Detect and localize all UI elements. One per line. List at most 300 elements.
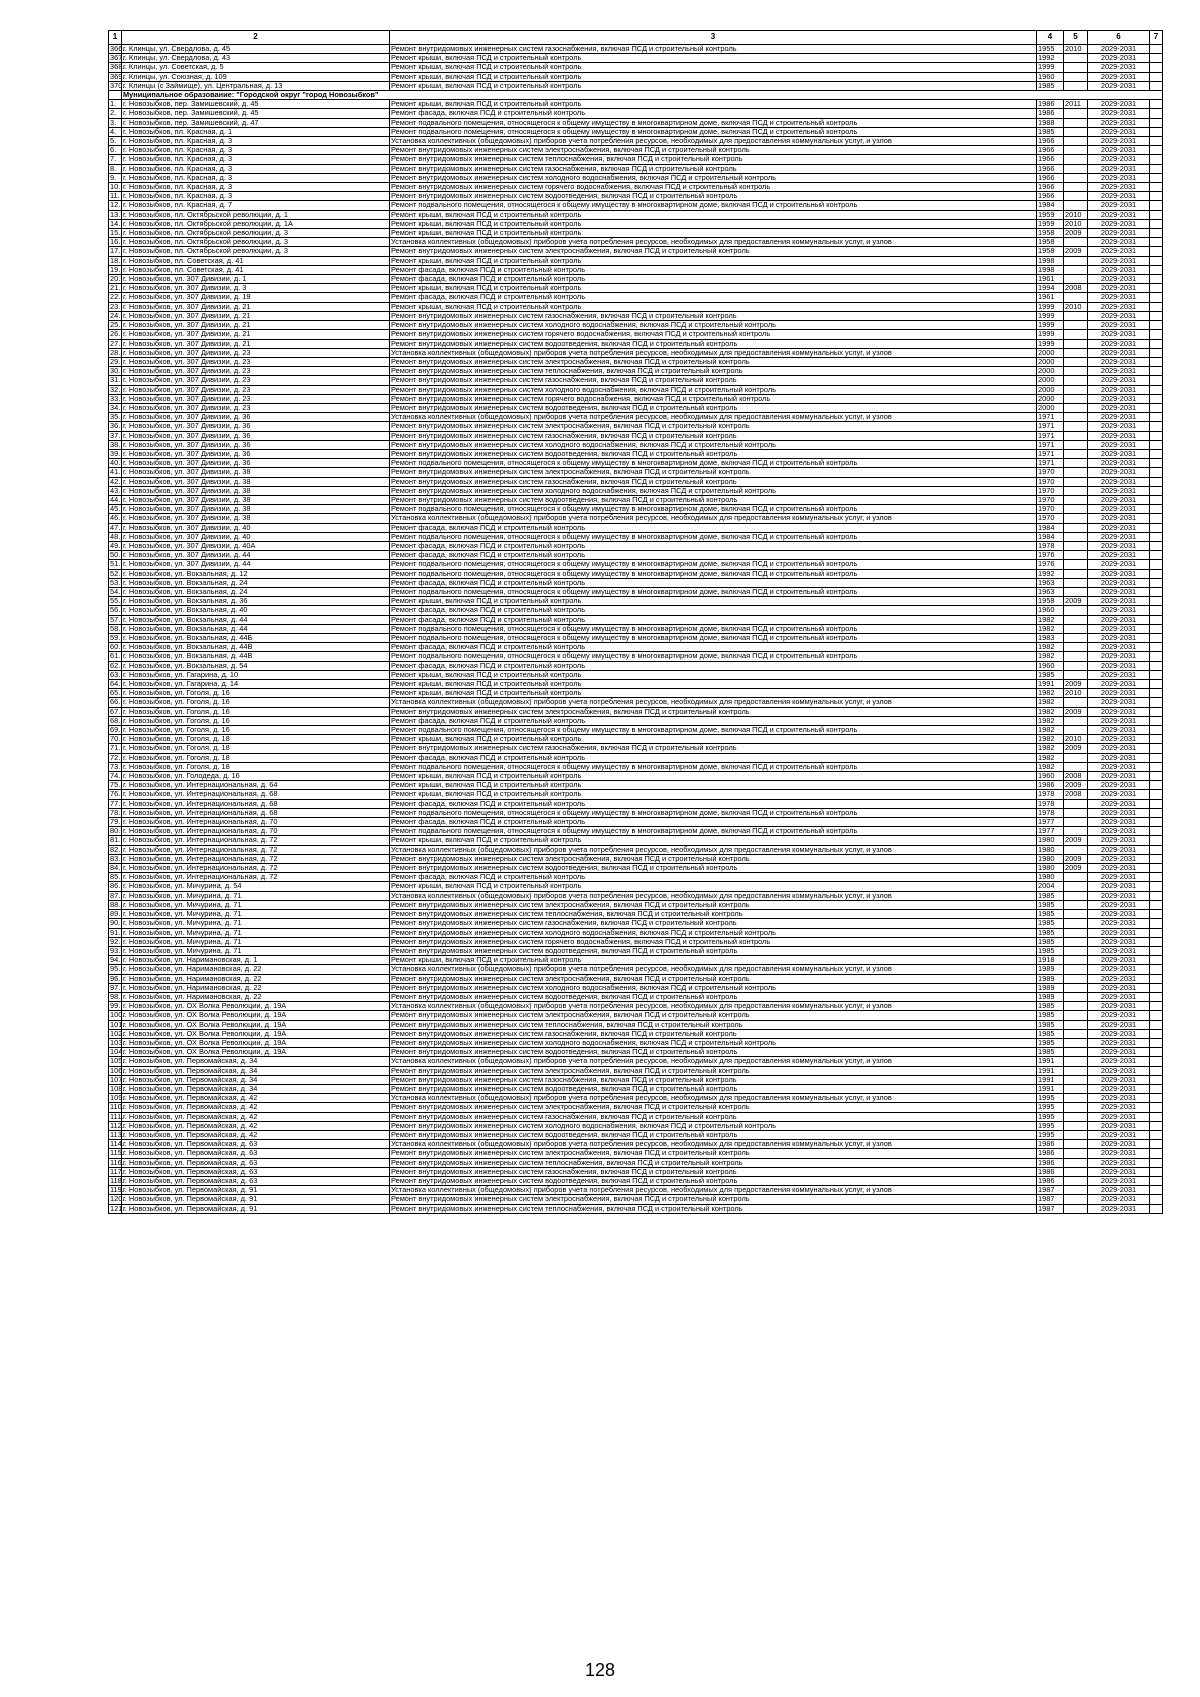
column-7-cell xyxy=(1150,661,1163,670)
build-year-cell: 1987 xyxy=(1037,1195,1064,1204)
row-number-cell: 91. xyxy=(110,927,121,937)
address-cell: г. Новозыбков, ул. Интернациональная, д. 68 xyxy=(122,808,390,817)
build-year-cell: 1985 xyxy=(1037,910,1064,919)
table-row xyxy=(109,615,1163,624)
planned-period-cell: 2029-2031 xyxy=(1088,109,1150,118)
row-number-cell: 22. xyxy=(110,292,121,302)
page-number: 128 xyxy=(584,1660,616,1680)
table-row xyxy=(109,1103,1163,1112)
column-7-cell xyxy=(1150,321,1163,330)
column-7-cell xyxy=(1150,100,1163,109)
address-cell: г. Новозыбков, ул. Гагарина, д. 14 xyxy=(122,680,390,689)
build-year-cell: 1982 xyxy=(1037,726,1064,735)
table-row xyxy=(109,946,1163,955)
row-number-cell: 369. xyxy=(110,71,125,81)
row-number-cell: 49. xyxy=(110,540,121,550)
build-year-cell: 1971 xyxy=(1037,459,1064,468)
work-type-cell: Ремонт крыши, включая ПСД и строительный контроль xyxy=(390,882,1037,891)
column-7-cell xyxy=(1150,256,1163,265)
work-type-cell: Ремонт подвального помещения, относящегося к общему имуществу в многоквартирном доме, включая ПСД и строительный контроль xyxy=(390,634,1037,643)
planned-period-cell: 2029-2031 xyxy=(1088,661,1150,670)
work-type-cell: Ремонт внутридомовых инженерных систем теплоснабжения, включая ПСД и строительный контроль xyxy=(390,155,1037,164)
header-cell: 5 xyxy=(1064,31,1088,45)
column-7-cell xyxy=(1150,109,1163,118)
build-year-cell: 1999 xyxy=(1037,302,1064,311)
address-cell: г. Новозыбков, ул. Гоголя, д. 16 xyxy=(122,698,390,707)
address-cell: г. Новозыбков, ул. 307 Дивизии, д. 3 xyxy=(122,284,390,293)
column-7-cell xyxy=(1150,357,1163,366)
row-number-cell: 29. xyxy=(110,356,121,366)
last-repair-year-cell: 2010 xyxy=(1064,45,1088,54)
build-year-cell: 1986 xyxy=(1037,1140,1064,1149)
planned-period-cell: 2029-2031 xyxy=(1088,330,1150,339)
last-repair-year-cell: 2009 xyxy=(1064,707,1088,716)
address-cell: г. Новозыбков, пер. Замишевский, д. 45 xyxy=(122,109,390,118)
build-year-cell: 2000 xyxy=(1037,367,1064,376)
address-cell: г. Новозыбков, ул. 307 Дивизии, д. 40 xyxy=(122,532,390,541)
last-repair-year-cell: 2009 xyxy=(1064,247,1088,256)
planned-period-cell: 2029-2031 xyxy=(1088,293,1150,302)
last-repair-year-cell xyxy=(1064,1176,1088,1185)
address-cell: г. Новозыбков, ул. Первомайская, д. 34 xyxy=(122,1066,390,1075)
work-type-cell: Ремонт фасада, включая ПСД и строительный контроль xyxy=(390,661,1037,670)
address-cell: г. Клинцы (с Займище), ул. Центральная, д. 13 xyxy=(122,81,390,90)
row-number-cell: 119. xyxy=(110,1185,124,1195)
address-cell: г. Новозыбков, ул. Гоголя, д. 16 xyxy=(122,726,390,735)
work-type-cell: Ремонт крыши, включая ПСД и строительный контроль xyxy=(390,781,1037,790)
last-repair-year-cell xyxy=(1064,440,1088,449)
work-type-cell: Ремонт внутридомовых инженерных систем газоснабжения, включая ПСД и строительный контроль xyxy=(390,919,1037,928)
work-type-cell: Ремонт внутридомовых инженерных систем водоотведения, включая ПСД и строительный контроль xyxy=(390,1130,1037,1139)
table-row xyxy=(109,680,1163,689)
work-type-cell: Ремонт внутридомовых инженерных систем водоотведения, включая ПСД и строительный контроль xyxy=(390,864,1037,873)
row-number-cell: 104. xyxy=(110,1047,125,1057)
planned-period-cell: 2029-2031 xyxy=(1088,762,1150,771)
work-type-cell: Ремонт внутридомовых инженерных систем газоснабжения, включая ПСД и строительный контроль xyxy=(390,1029,1037,1038)
address-cell: г. Новозыбков, ул. Вокзальная, д. 24 xyxy=(122,578,390,587)
header-cell: 6 xyxy=(1088,31,1150,45)
build-year-cell: 1961 xyxy=(1037,275,1064,284)
address-cell: г. Новозыбков, ул. Гоголя, д. 16 xyxy=(122,707,390,716)
build-year-cell: 1982 xyxy=(1037,735,1064,744)
column-7-cell xyxy=(1150,937,1163,946)
column-7-cell xyxy=(1150,882,1163,891)
planned-period-cell: 2029-2031 xyxy=(1088,1002,1150,1011)
work-type-cell: Ремонт внутридомовых инженерных систем водоотведения, включая ПСД и строительный контроль xyxy=(390,992,1037,1001)
build-year-cell: 1987 xyxy=(1037,1204,1064,1213)
planned-period-cell: 2029-2031 xyxy=(1088,1176,1150,1185)
work-type-cell: Ремонт крыши, включая ПСД и строительный контроль xyxy=(390,81,1037,90)
work-type-cell: Ремонт крыши, включая ПСД и строительный контроль xyxy=(390,956,1037,965)
row-number-cell: 81. xyxy=(110,835,121,845)
work-type-cell: Ремонт внутридомовых инженерных систем горячего водоснабжения, включая ПСД и строительный контроль xyxy=(390,937,1037,946)
planned-period-cell: 2029-2031 xyxy=(1088,164,1150,173)
work-type-cell: Ремонт фасада, включая ПСД и строительный контроль xyxy=(390,109,1037,118)
column-7-cell xyxy=(1150,1204,1163,1213)
address-cell: г. Новозыбков, ул. Вокзальная, д. 40 xyxy=(122,606,390,615)
address-cell: г. Новозыбков, ул. 307 Дивизии, д. 21 xyxy=(122,330,390,339)
address-cell: г. Новозыбков, ул. Мичурина, д. 71 xyxy=(122,937,390,946)
municipality-heading: Муниципальное образование: "Городской округ "город Новозыбков" xyxy=(122,91,1163,100)
last-repair-year-cell xyxy=(1064,495,1088,504)
table-row xyxy=(109,744,1163,753)
last-repair-year-cell xyxy=(1064,928,1088,937)
work-type-cell: Ремонт внутридомовых инженерных систем водоотведения, включая ПСД и строительный контроль xyxy=(390,1048,1037,1057)
planned-period-cell: 2029-2031 xyxy=(1088,459,1150,468)
planned-period-cell: 2029-2031 xyxy=(1088,440,1150,449)
row-number-cell: 15. xyxy=(110,228,121,238)
work-type-cell: Ремонт внутридомовых инженерных систем электроснабжения, включая ПСД и строительный контроль xyxy=(390,974,1037,983)
work-type-cell: Ремонт внутридомовых инженерных систем газоснабжения, включая ПСД и строительный контроль xyxy=(390,477,1037,486)
column-7-cell xyxy=(1150,569,1163,578)
last-repair-year-cell xyxy=(1064,72,1088,81)
address-cell: г. Новозыбков, ул. 307 Дивизии, д. 38 xyxy=(122,505,390,514)
column-7-cell xyxy=(1150,1057,1163,1066)
table-row xyxy=(109,468,1163,477)
work-type-cell: Ремонт фасада, включая ПСД и строительный контроль xyxy=(390,615,1037,624)
planned-period-cell: 2029-2031 xyxy=(1088,413,1150,422)
column-7-cell xyxy=(1150,716,1163,725)
work-type-cell: Установка коллективных (общедомовых) приборов учета потребления ресурсов, необходимых для предоставления коммунальных услуг, и узлов xyxy=(390,1094,1037,1103)
work-type-cell: Ремонт фасада, включая ПСД и строительный контроль xyxy=(390,578,1037,587)
table-row xyxy=(109,661,1163,670)
work-type-cell: Ремонт внутридомовых инженерных систем электроснабжения, включая ПСД и строительный контроль xyxy=(390,1066,1037,1075)
row-number-cell: 31. xyxy=(110,375,121,385)
row-number-cell: 48. xyxy=(110,531,121,541)
row-number-cell: 5. xyxy=(109,137,122,146)
table-row xyxy=(109,569,1163,578)
build-year-cell: 1982 xyxy=(1037,689,1064,698)
column-7-cell xyxy=(1150,1048,1163,1057)
last-repair-year-cell xyxy=(1064,293,1088,302)
last-repair-year-cell xyxy=(1064,1084,1088,1093)
table-row xyxy=(109,155,1163,164)
address-cell: г. Новозыбков, пл. Советская, д. 41 xyxy=(122,256,390,265)
last-repair-year-cell xyxy=(1064,459,1088,468)
row-number-cell: 57. xyxy=(110,614,121,624)
last-repair-year-cell xyxy=(1064,192,1088,201)
work-type-cell: Ремонт внутридомовых инженерных систем газоснабжения, включая ПСД и строительный контроль xyxy=(390,45,1037,54)
row-number-cell: 78. xyxy=(110,807,121,817)
build-year-cell: 1985 xyxy=(1037,1002,1064,1011)
address-cell: г. Новозыбков, ул. Первомайская, д. 63 xyxy=(122,1140,390,1149)
column-7-cell xyxy=(1150,127,1163,136)
row-number-cell: 71. xyxy=(110,743,121,753)
address-cell: г. Новозыбков, ул. ОХ Волка Революции, д. 19А xyxy=(122,1048,390,1057)
table-row xyxy=(109,670,1163,679)
row-number-cell: 13. xyxy=(110,209,121,219)
last-repair-year-cell xyxy=(1064,265,1088,274)
planned-period-cell: 2029-2031 xyxy=(1088,1038,1150,1047)
planned-period-cell: 2029-2031 xyxy=(1088,431,1150,440)
work-type-cell: Ремонт подвального помещения, относящегося к общему имуществу в многоквартирном доме, включая ПСД и строительный контроль xyxy=(390,560,1037,569)
column-7-cell xyxy=(1150,707,1163,716)
row-number-cell: 65. xyxy=(110,688,121,698)
row-number-cell: 52. xyxy=(110,568,121,578)
row-number-cell: 43. xyxy=(110,485,121,495)
address-cell: г. Новозыбков, ул. Первомайская, д. 42 xyxy=(122,1130,390,1139)
column-7-cell xyxy=(1150,781,1163,790)
address-cell: г. Новозыбков, ул. Интернациональная, д. 70 xyxy=(122,827,390,836)
column-7-cell xyxy=(1150,606,1163,615)
column-7-cell xyxy=(1150,1195,1163,1204)
row-number-cell: 1. xyxy=(109,100,122,109)
planned-period-cell: 2029-2031 xyxy=(1088,634,1150,643)
table-row xyxy=(109,1112,1163,1121)
column-7-cell xyxy=(1150,1167,1163,1176)
build-year-cell: 2004 xyxy=(1037,882,1064,891)
last-repair-year-cell: 2009 xyxy=(1064,229,1088,238)
planned-period-cell: 2029-2031 xyxy=(1088,311,1150,320)
address-cell: г. Новозыбков, пл. Красная, д. 7 xyxy=(122,201,390,210)
planned-period-cell: 2029-2031 xyxy=(1088,127,1150,136)
row-number-cell: 87. xyxy=(110,890,121,900)
table-row xyxy=(109,707,1163,716)
last-repair-year-cell xyxy=(1064,900,1088,909)
planned-period-cell: 2029-2031 xyxy=(1088,928,1150,937)
table-row xyxy=(109,431,1163,440)
row-number-cell: 27. xyxy=(110,338,121,348)
address-cell: г. Новозыбков, ул. Вокзальная, д. 44В xyxy=(122,652,390,661)
build-year-cell: 1980 xyxy=(1037,864,1064,873)
last-repair-year-cell xyxy=(1064,1112,1088,1121)
column-7-cell xyxy=(1150,790,1163,799)
row-number-cell: 8. xyxy=(109,164,122,173)
work-type-cell: Ремонт внутридомовых инженерных систем горячего водоснабжения, включая ПСД и строительный контроль xyxy=(390,330,1037,339)
work-type-cell: Ремонт внутридомовых инженерных систем водоотведения, включая ПСД и строительный контроль xyxy=(390,339,1037,348)
work-type-cell: Ремонт подвального помещения, относящегося к общему имуществу в многоквартирном доме, включая ПСД и строительный контроль xyxy=(390,201,1037,210)
row-number-cell: 93. xyxy=(110,945,121,955)
column-7-cell xyxy=(1150,155,1163,164)
row-number-cell: 62. xyxy=(110,660,121,670)
column-7-cell xyxy=(1150,900,1163,909)
address-cell: г. Новозыбков, ул. Голодеда, д. 16 xyxy=(122,772,390,781)
build-year-cell: 1960 xyxy=(1037,772,1064,781)
last-repair-year-cell xyxy=(1064,330,1088,339)
address-cell: г. Новозыбков, ул. 307 Дивизии, д. 38 xyxy=(122,477,390,486)
work-type-cell: Ремонт крыши, включая ПСД и строительный контроль xyxy=(390,256,1037,265)
last-repair-year-cell: 2010 xyxy=(1064,219,1088,228)
address-cell: г. Новозыбков, ул. 307 Дивизии, д. 36 xyxy=(122,440,390,449)
build-year-cell: 1960 xyxy=(1037,661,1064,670)
work-type-cell: Ремонт подвального помещения, относящегося к общему имуществу в многоквартирном доме, включая ПСД и строительный контроль xyxy=(390,505,1037,514)
build-year-cell: 1971 xyxy=(1037,449,1064,458)
last-repair-year-cell: 2008 xyxy=(1064,790,1088,799)
planned-period-cell: 2029-2031 xyxy=(1088,937,1150,946)
row-number-cell: 42. xyxy=(110,476,121,486)
row-number-cell: 4. xyxy=(109,127,122,136)
work-type-cell: Ремонт крыши, включая ПСД и строительный контроль xyxy=(390,680,1037,689)
table-row xyxy=(109,385,1163,394)
last-repair-year-cell xyxy=(1064,1204,1088,1213)
column-7-cell xyxy=(1150,670,1163,679)
planned-period-cell: 2029-2031 xyxy=(1088,560,1150,569)
build-year-cell: 1986 xyxy=(1037,781,1064,790)
column-7-cell xyxy=(1150,1029,1163,1038)
column-7-cell xyxy=(1150,311,1163,320)
column-7-cell xyxy=(1150,634,1163,643)
work-type-cell: Ремонт крыши, включая ПСД и строительный контроль xyxy=(390,284,1037,293)
planned-period-cell: 2029-2031 xyxy=(1088,735,1150,744)
build-year-cell: 1977 xyxy=(1037,827,1064,836)
work-type-cell: Ремонт фасада, включая ПСД и строительный контроль xyxy=(390,716,1037,725)
column-7-cell xyxy=(1150,523,1163,532)
work-type-cell: Установка коллективных (общедомовых) приборов учета потребления ресурсов, необходимых для предоставления коммунальных услуг, и узлов xyxy=(390,1140,1037,1149)
build-year-cell: 2000 xyxy=(1037,376,1064,385)
row-number-cell: 21. xyxy=(110,283,121,293)
last-repair-year-cell: 2010 xyxy=(1064,210,1088,219)
column-7-cell xyxy=(1150,1103,1163,1112)
table-row xyxy=(109,54,1163,63)
row-number-cell: 118. xyxy=(110,1175,124,1185)
work-type-cell: Установка коллективных (общедомовых) приборов учета потребления ресурсов, необходимых для предоставления коммунальных услуг, и узлов xyxy=(390,413,1037,422)
planned-period-cell: 2029-2031 xyxy=(1088,680,1150,689)
last-repair-year-cell xyxy=(1064,63,1088,72)
work-type-cell: Ремонт подвального помещения, относящегося к общему имуществу в многоквартирном доме, включая ПСД и строительный контроль xyxy=(390,827,1037,836)
build-year-cell: 1978 xyxy=(1037,808,1064,817)
build-year-cell: 1966 xyxy=(1037,146,1064,155)
build-year-cell: 1989 xyxy=(1037,974,1064,983)
work-type-cell: Ремонт фасада, включая ПСД и строительный контроль xyxy=(390,551,1037,560)
row-number-cell: 70. xyxy=(110,734,121,744)
planned-period-cell: 2029-2031 xyxy=(1088,1066,1150,1075)
last-repair-year-cell: 2008 xyxy=(1064,284,1088,293)
planned-period-cell: 2029-2031 xyxy=(1088,772,1150,781)
row-number-cell: 100. xyxy=(110,1010,125,1020)
work-type-cell: Ремонт крыши, включая ПСД и строительный контроль xyxy=(390,63,1037,72)
last-repair-year-cell xyxy=(1064,357,1088,366)
table-row xyxy=(109,1011,1163,1020)
address-cell: г. Новозыбков, ул. 307 Дивизии, д. 44 xyxy=(122,560,390,569)
column-7-cell xyxy=(1150,1130,1163,1139)
last-repair-year-cell xyxy=(1064,974,1088,983)
table-row xyxy=(109,201,1163,210)
last-repair-year-cell xyxy=(1064,919,1088,928)
column-7-cell xyxy=(1150,1002,1163,1011)
column-7-cell xyxy=(1150,1011,1163,1020)
build-year-cell: 1995 xyxy=(1037,1121,1064,1130)
build-year-cell: 1970 xyxy=(1037,514,1064,523)
column-7-cell xyxy=(1150,956,1163,965)
work-type-cell: Ремонт внутридомовых инженерных систем теплоснабжения, включая ПСД и строительный контроль xyxy=(390,910,1037,919)
column-7-cell xyxy=(1150,891,1163,900)
planned-period-cell: 2029-2031 xyxy=(1088,818,1150,827)
last-repair-year-cell xyxy=(1064,818,1088,827)
address-cell: г. Новозыбков, ул. 307 Дивизии, д. 21 xyxy=(122,339,390,348)
planned-period-cell: 2029-2031 xyxy=(1088,873,1150,882)
planned-period-cell: 2029-2031 xyxy=(1088,1149,1150,1158)
column-7-cell xyxy=(1150,587,1163,596)
work-type-cell: Ремонт крыши, включая ПСД и строительный контроль xyxy=(390,670,1037,679)
planned-period-cell: 2029-2031 xyxy=(1088,219,1150,228)
column-7-cell xyxy=(1150,992,1163,1001)
row-number-cell: 54. xyxy=(110,586,121,596)
address-cell: г. Новозыбков, ул. ОХ Волка Революции, д. 19А xyxy=(122,1029,390,1038)
table-row xyxy=(109,118,1163,127)
row-number-cell: 90. xyxy=(110,918,121,928)
last-repair-year-cell: 2009 xyxy=(1064,864,1088,873)
planned-period-cell: 2029-2031 xyxy=(1088,689,1150,698)
address-cell: г. Новозыбков, пл. Октябрьской революции, д. 3 xyxy=(122,229,390,238)
column-7-cell xyxy=(1150,983,1163,992)
build-year-cell: 1985 xyxy=(1037,1029,1064,1038)
build-year-cell: 1989 xyxy=(1037,983,1064,992)
address-cell: г. Новозыбков, ул. Первомайская, д. 34 xyxy=(122,1075,390,1084)
build-year-cell: 1960 xyxy=(1037,72,1064,81)
work-type-cell: Ремонт крыши, включая ПСД и строительный контроль xyxy=(390,597,1037,606)
address-cell: г. Новозыбков, ул. 307 Дивизии, д. 23 xyxy=(122,348,390,357)
planned-period-cell: 2029-2031 xyxy=(1088,495,1150,504)
planned-period-cell: 2029-2031 xyxy=(1088,956,1150,965)
work-type-cell: Ремонт внутридомовых инженерных систем электроснабжения, включая ПСД и строительный контроль xyxy=(390,854,1037,863)
build-year-cell: 1980 xyxy=(1037,845,1064,854)
address-cell: г. Новозыбков, ул. 307 Дивизии, д. 38 xyxy=(122,468,390,477)
row-number-cell: 69. xyxy=(110,725,121,735)
row-number-cell: 58. xyxy=(110,623,121,633)
column-7-cell xyxy=(1150,505,1163,514)
build-year-cell: 1989 xyxy=(1037,965,1064,974)
address-cell: г. Новозыбков, пл. Красная, д. 3 xyxy=(122,155,390,164)
address-cell: г. Новозыбков, пл. Октябрьской революции, д. 1 xyxy=(122,210,390,219)
column-7-cell xyxy=(1150,827,1163,836)
column-7-cell xyxy=(1150,735,1163,744)
work-type-cell: Установка коллективных (общедомовых) приборов учета потребления ресурсов, необходимых для предоставления коммунальных услуг, и узлов xyxy=(390,965,1037,974)
last-repair-year-cell xyxy=(1064,1167,1088,1176)
last-repair-year-cell xyxy=(1064,183,1088,192)
row-number-cell: 94. xyxy=(110,955,121,965)
planned-period-cell: 2029-2031 xyxy=(1088,1158,1150,1167)
last-repair-year-cell xyxy=(1064,698,1088,707)
planned-period-cell: 2029-2031 xyxy=(1088,707,1150,716)
last-repair-year-cell xyxy=(1064,173,1088,182)
column-7-cell xyxy=(1150,449,1163,458)
planned-period-cell: 2029-2031 xyxy=(1088,551,1150,560)
build-year-cell: 1986 xyxy=(1037,1167,1064,1176)
table-row xyxy=(109,634,1163,643)
build-year-cell: 1999 xyxy=(1037,311,1064,320)
last-repair-year-cell: 2009 xyxy=(1064,854,1088,863)
row-number-cell: 16. xyxy=(110,237,121,247)
column-7-cell xyxy=(1150,1066,1163,1075)
last-repair-year-cell xyxy=(1064,569,1088,578)
work-type-cell: Ремонт подвального помещения, относящегося к общему имуществу в многоквартирном доме, включая ПСД и строительный контроль xyxy=(390,808,1037,817)
build-year-cell: 1982 xyxy=(1037,744,1064,753)
row-number-cell: 82. xyxy=(110,844,121,854)
table-row xyxy=(109,109,1163,118)
row-number-cell: 83. xyxy=(110,853,121,863)
column-7-cell xyxy=(1150,201,1163,210)
row-number-cell: 121. xyxy=(110,1203,125,1213)
address-cell: г. Новозыбков, пл. Красная, д. 3 xyxy=(122,192,390,201)
build-year-cell: 1989 xyxy=(1037,992,1064,1001)
row-number-cell: 30. xyxy=(110,366,121,376)
address-cell: г. Новозыбков, ул. Интернациональная, д. 68 xyxy=(122,790,390,799)
work-type-cell: Ремонт подвального помещения, относящегося к общему имуществу в многоквартирном доме, включая ПСД и строительный контроль xyxy=(390,118,1037,127)
build-year-cell: 1999 xyxy=(1037,330,1064,339)
address-cell: г. Новозыбков, пл. Октябрьской революции, д. 3 xyxy=(122,247,390,256)
planned-period-cell: 2029-2031 xyxy=(1088,1075,1150,1084)
last-repair-year-cell xyxy=(1064,339,1088,348)
last-repair-year-cell xyxy=(1064,624,1088,633)
last-repair-year-cell xyxy=(1064,155,1088,164)
build-year-cell: 1970 xyxy=(1037,468,1064,477)
row-number-cell: 113. xyxy=(110,1129,124,1139)
work-type-cell: Ремонт внутридомовых инженерных систем электроснабжения, включая ПСД и строительный контроль xyxy=(390,1011,1037,1020)
last-repair-year-cell xyxy=(1064,808,1088,817)
address-cell: г. Новозыбков, ул. Гоголя, д. 18 xyxy=(122,762,390,771)
build-year-cell: 1961 xyxy=(1037,293,1064,302)
work-type-cell: Ремонт внутридомовых инженерных систем электроснабжения, включая ПСД и строительный контроль xyxy=(390,900,1037,909)
